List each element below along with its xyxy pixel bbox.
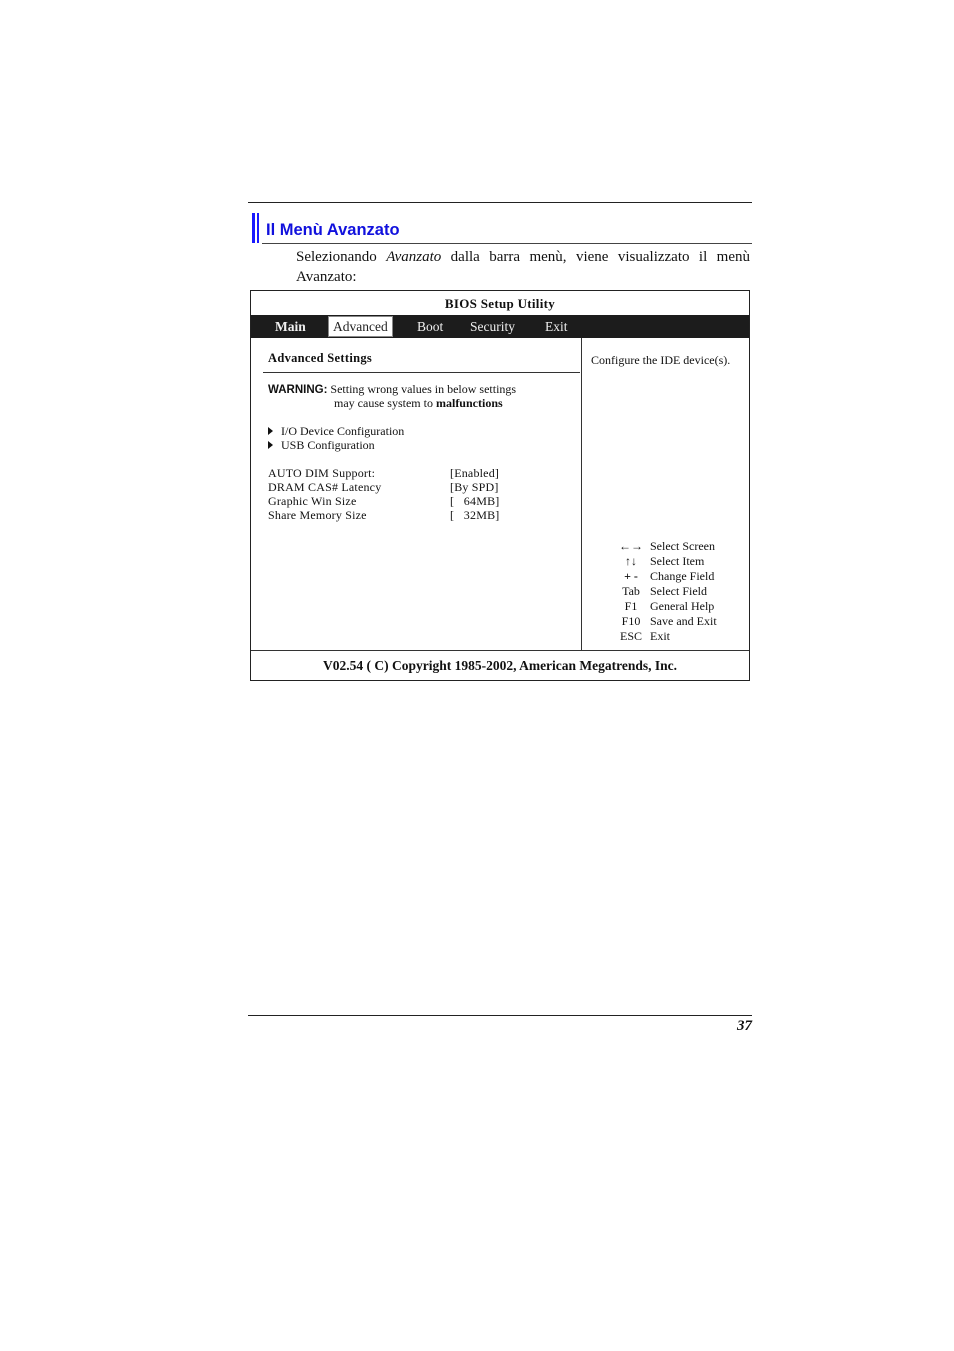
key-label: F1 [624,599,638,613]
key-row [613,599,743,614]
key-label: F10 [621,614,641,628]
page-number: 37 [737,1018,752,1034]
key-desc: Select Field [650,584,707,598]
submenu-label: USB Configuration [281,438,375,452]
key-row [613,584,743,599]
warning-line-2 [334,396,503,411]
option-auto-dim-value[interactable]: [Enabled] [450,466,500,480]
option-dram-cas-value[interactable]: [By SPD] [450,480,499,494]
key-desc: Select Screen [650,539,715,553]
left-right-arrows-icon: ←→ [619,539,643,553]
help-text: Configure the IDE device(s). [591,353,731,367]
intro-paragraph [296,248,750,287]
intro-text-end: dalla barra menù, viene visualizzato il menù Avanzato: [296,249,750,285]
bios-screenshot [250,290,750,681]
arrow-right-icon [268,441,273,449]
warning-text-2: may cause system to [334,396,436,410]
heading-accent-bar-thin [257,213,259,243]
warning-text-bold: malfunctions [435,396,503,410]
key-label: ESC [619,629,642,643]
option-share-memory-value[interactable]: [ 32MB] [450,508,500,522]
key-label: + - [624,569,638,583]
key-row [613,554,743,569]
heading-accent-bar [252,213,255,243]
key-desc: Select Item [650,554,705,568]
option-auto-dim-label: AUTO DIM Support: [268,466,376,480]
key-row [613,539,743,554]
top-rule [248,202,752,203]
menu-security[interactable]: Security [470,319,515,334]
option-graphic-win-label: Graphic Win Size [268,494,357,508]
submenu-label: I/O Device Configuration [281,424,405,438]
warning-text: Setting wrong values in below settings [327,382,517,396]
key-desc: Save and Exit [650,614,717,628]
bios-title: BIOS Setup Utility [444,296,556,311]
heading-underline [262,243,752,244]
menu-boot[interactable]: Boot [417,319,444,334]
bottom-rule [248,1015,752,1016]
key-desc: Change Field [650,569,715,583]
intro-text-italic: Avanzato [386,249,442,265]
key-desc: Exit [650,629,670,643]
menu-main[interactable]: Main [275,319,306,334]
option-dram-cas-label: DRAM CAS# Latency [268,480,382,494]
key-row [613,614,743,629]
advanced-settings-title: Advanced Settings [268,351,373,365]
warning-label: WARNING: [268,384,328,396]
warning-line-1 [268,382,516,397]
submenu-usb[interactable] [268,438,375,453]
menu-advanced[interactable]: Advanced [328,316,393,337]
option-share-memory-label: Share Memory Size [268,508,367,522]
submenu-io-device[interactable] [268,424,404,439]
bios-menubar [251,315,749,338]
intro-text-start: Selezionando [296,249,387,265]
section-heading: Il Menù Avanzato [266,221,400,239]
key-label: Tab [622,584,640,598]
option-graphic-win-value[interactable]: [ 64MB] [450,494,500,508]
key-row [613,629,743,644]
arrow-right-icon [268,427,273,435]
panel-divider [581,338,582,650]
advanced-title-underline [263,372,580,373]
up-down-arrows-icon: ↑↓ [625,554,637,568]
bios-copyright: V02.54 ( C) Copyright 1985-2002, American Megatrends, Inc. [322,658,678,673]
key-desc: General Help [650,599,715,613]
key-row [613,569,743,584]
menu-exit[interactable]: Exit [545,319,568,334]
